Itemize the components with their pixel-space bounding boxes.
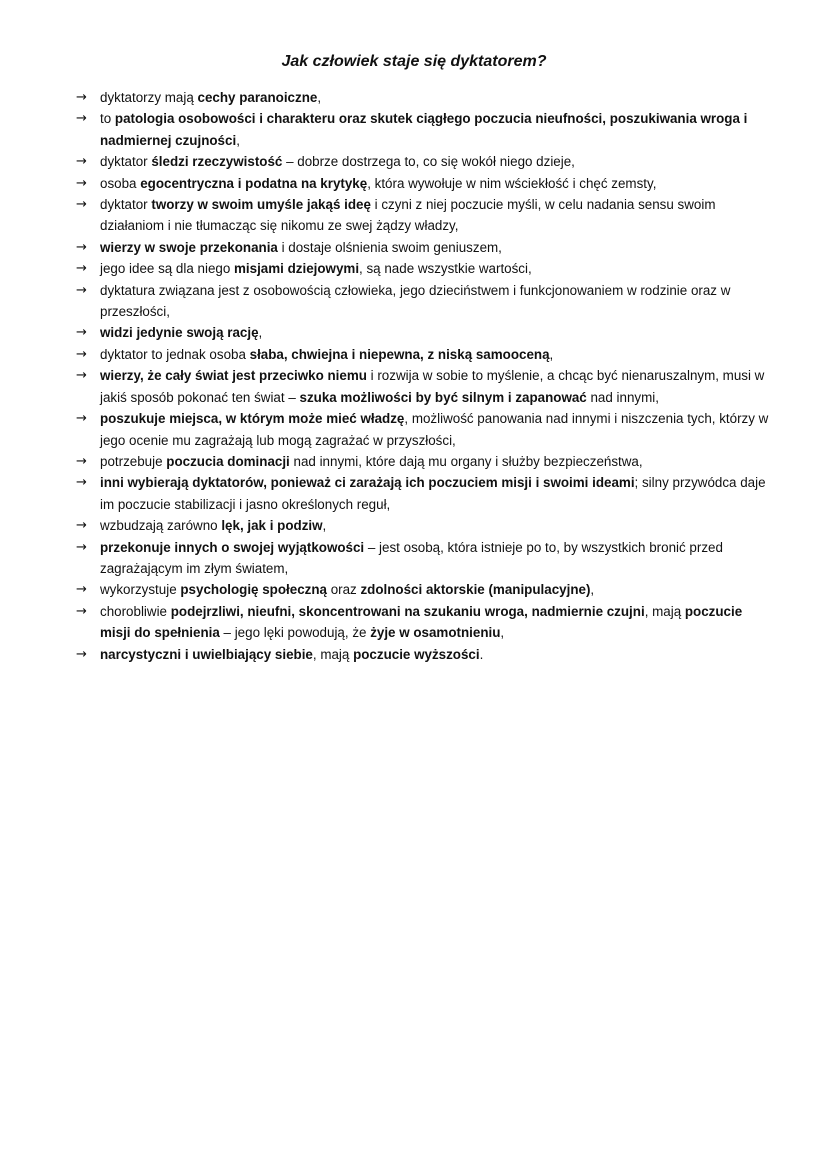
list-item-text (100, 176, 656, 191)
list-item (76, 258, 776, 279)
text-segment: , (500, 625, 505, 641)
arrow-right-icon: → (76, 346, 87, 362)
bold-text-segment: lęk, jak i podziw (221, 518, 323, 534)
text-segment: . (479, 646, 484, 662)
arrow-right-icon: → (76, 582, 87, 598)
list-item-text (100, 411, 768, 447)
text-segment: nad innymi, (586, 389, 659, 405)
arrow-right-icon: → (76, 539, 87, 555)
bold-text-segment: zdolności aktorskie (manipulacyjne) (360, 582, 591, 598)
bold-text-segment: śledzi rzeczywistość (151, 154, 283, 170)
list-item-text (100, 604, 742, 640)
list-item-text (100, 347, 553, 362)
text-segment: chorobliwie (100, 603, 171, 619)
list-item-text (100, 518, 326, 533)
bold-text-segment: poczucia dominacji (166, 453, 290, 469)
text-segment: dyktator to jednak osoba (100, 346, 250, 362)
text-segment: , (549, 346, 554, 362)
list-item (76, 365, 776, 408)
list-item (76, 515, 776, 536)
list-item (76, 344, 776, 365)
text-segment: to (100, 111, 115, 127)
text-segment: dyktator (100, 197, 152, 213)
arrow-right-icon: → (76, 646, 87, 662)
arrow-right-icon: → (76, 518, 87, 534)
text-segment: – jest osobą, która istnieje po to, by wszystkich bronić przed zagrażającym im złym światem, (100, 539, 723, 576)
list-item-text (100, 240, 502, 255)
text-segment: oraz (326, 582, 361, 598)
arrow-right-icon: → (76, 453, 87, 469)
bold-text-segment: psychologię społeczną (180, 582, 327, 598)
text-segment: – jego lęki powodują, że (219, 625, 371, 641)
text-segment: dyktator (100, 154, 152, 170)
bold-text-segment: egocentryczna i podatna na krytykę (140, 175, 368, 191)
list-item-text (100, 647, 483, 662)
bold-text-segment: podejrzliwi, nieufni, skoncentrowani na szukaniu wroga, nadmiernie czujni (170, 603, 645, 619)
arrow-right-icon: → (76, 282, 87, 298)
text-segment: , mają (644, 603, 685, 619)
bold-text-segment: wierzy, że cały świat jest przeciwko niemu (100, 368, 367, 384)
bold-text-segment: przekonuje innych o swojej wyjątkowości (100, 539, 365, 555)
list-item-text (100, 90, 321, 105)
document-title: Jak człowiek staje się dyktatorem? (281, 53, 547, 70)
list-item (76, 472, 776, 515)
list-item (76, 601, 776, 644)
text-segment: i dostaje olśnienia swoim geniuszem, (277, 239, 502, 255)
text-segment: , (258, 325, 263, 341)
bold-text-segment: inni wybierają dyktatorów, ponieważ ci zarażają ich poczuciem misji i swoimi ideami (100, 475, 635, 491)
list-item (76, 644, 776, 665)
text-segment: dyktatura związana jest z osobowością człowieka, jego dzieciństwem i funkcjonowaniem w rodzinie oraz w przeszłości, (100, 282, 731, 320)
bold-text-segment: misjami dziejowymi (234, 261, 360, 277)
list-item-text (100, 197, 716, 233)
bold-text-segment: patologia osobowości i charakteru oraz skutek ciągłego poczucia nieufności, poszukiwania wroga i nadmiernej czujności (100, 111, 748, 148)
list-item-text (100, 111, 747, 147)
bold-text-segment: tworzy w swoim umyśle jakąś ideę (151, 197, 371, 213)
text-segment: i czyni z niej poczucie myśli, w celu nadania sensu swoim działaniom i nie tłumacząc się nikomu ze swej żądzy władzy, (100, 197, 716, 234)
list-item-text (100, 283, 730, 319)
list-item (76, 173, 776, 194)
bold-text-segment: cechy paranoiczne (197, 90, 318, 105)
arrow-right-icon: → (76, 239, 87, 255)
bold-text-segment: widzi jedynie swoją rację (100, 325, 259, 341)
list-item-text (100, 368, 764, 404)
text-segment: , są nade wszystkie wartości, (359, 261, 532, 277)
list-item (76, 237, 776, 258)
bold-text-segment: poszukuje miejsca, w którym może mieć władzę (100, 411, 405, 427)
bold-text-segment: narcystyczni i uwielbiający siebie (100, 646, 313, 662)
text-segment: i rozwija w sobie to myślenie, a chcąc być nienaruszalnym, musi w jakiś sposób pokonać ten świat – (100, 368, 765, 405)
text-segment: , mają (312, 646, 354, 662)
list-item (76, 537, 776, 580)
text-segment: , (317, 90, 322, 105)
text-segment: nad innymi, które dają mu organy i służby bezpieczeństwa, (289, 453, 643, 469)
text-segment: , możliwość panowania nad innymi i niszczenia tych, którzy w jego ocenie mu zagrażają lub mogą zagrażać w przyszłości, (100, 411, 769, 448)
text-segment: – dobrze dostrzega to, co się wokół niego dzieje, (282, 154, 575, 170)
list-item-text (100, 475, 766, 511)
list-item-text (100, 582, 594, 597)
text-segment: wykorzystuje (100, 582, 181, 598)
arrow-right-icon: → (76, 175, 87, 191)
arrow-right-icon: → (76, 603, 87, 619)
text-segment: osoba (100, 175, 141, 191)
text-segment: , (236, 132, 240, 148)
list-item-text (100, 325, 262, 340)
list-item (76, 108, 776, 151)
list-item (76, 322, 776, 343)
list-item (76, 151, 776, 172)
list-item (76, 579, 776, 600)
list-item-text (100, 261, 532, 276)
arrow-right-icon: → (76, 90, 87, 105)
text-segment: dyktatorzy mają (100, 90, 198, 105)
list-item (76, 194, 776, 237)
bold-text-segment: poczucie wyższości (353, 646, 480, 662)
list-item (76, 280, 776, 323)
arrow-right-icon: → (76, 261, 87, 277)
bold-text-segment: wierzy w swoje przekonania (100, 239, 278, 255)
arrow-right-icon: → (76, 411, 87, 427)
arrow-right-icon: → (76, 154, 87, 170)
list-item (76, 408, 776, 451)
arrow-right-icon: → (76, 197, 87, 213)
text-segment: , która wywołuje w nim wściekłość i chęć zemsty, (367, 175, 657, 191)
text-segment: jego idee są dla niego (100, 261, 235, 277)
bold-text-segment: poczucie misji do spełnienia (100, 603, 743, 641)
arrow-right-icon: → (76, 475, 87, 491)
text-segment: , (590, 582, 595, 598)
arrow-right-icon: → (76, 368, 87, 384)
text-segment: wzbudzają zarówno (100, 518, 222, 534)
bullet-list (76, 87, 776, 665)
bold-text-segment: słaba, chwiejna i niepewna, z niską samooceną (249, 346, 550, 362)
arrow-right-icon: → (76, 111, 87, 127)
bold-text-segment: żyje w osamotnieniu (370, 625, 501, 641)
list-item (76, 451, 776, 472)
list-item-text (100, 454, 643, 469)
text-segment: , (322, 518, 327, 534)
list-item-text (100, 540, 723, 576)
text-segment: potrzebuje (100, 453, 167, 469)
bold-text-segment: szuka możliwości by być silnym i zapanować (299, 389, 587, 405)
list-item-text (100, 154, 575, 169)
arrow-right-icon: → (76, 325, 87, 341)
text-segment: ; silny przywódca daje im poczucie stabilizacji i jasno określonych reguł, (100, 475, 766, 512)
list-item (76, 87, 776, 108)
